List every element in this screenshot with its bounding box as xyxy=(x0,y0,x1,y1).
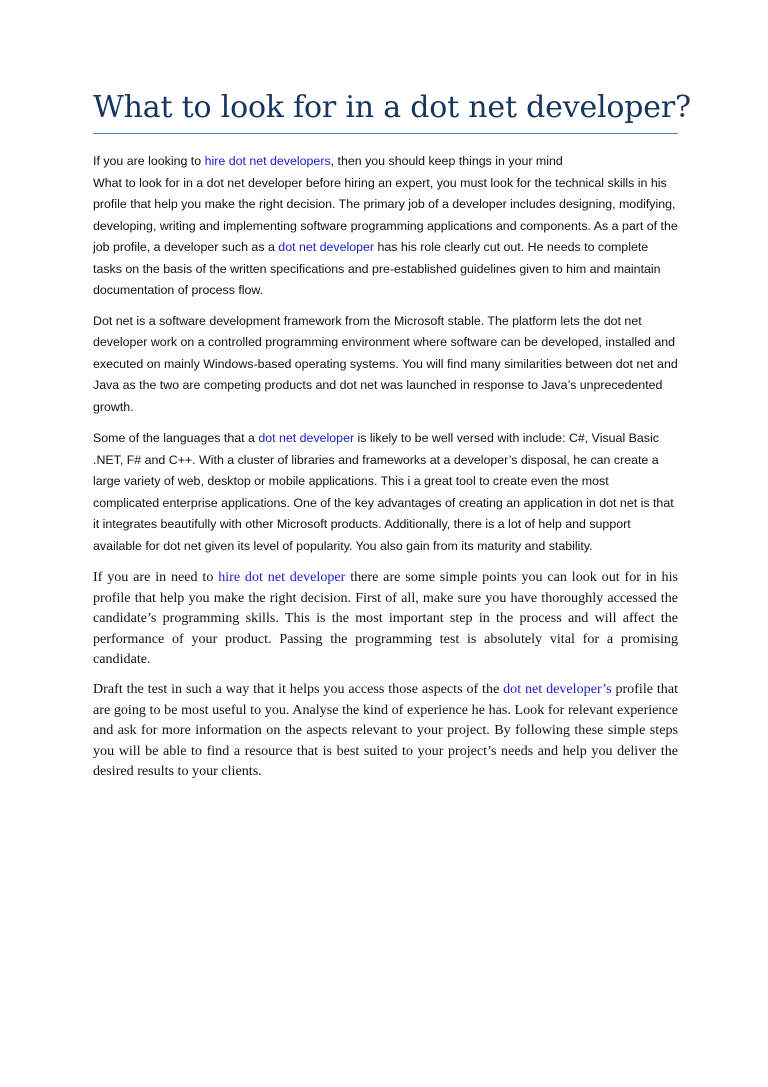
hire-dot-net-developers-link[interactable]: hire dot net developers xyxy=(204,154,331,168)
paragraph-text: there are some simple points you can look out for in his profile that help you make the right decision. First of all, make sure you have thoroughly accessed the candidate’s programming skills. This is the most important step in the process and will affect the performance of your product. Passing the programming test is absolutely vital for a promising candidate. xyxy=(93,569,678,668)
hire-dot-net-developer-link[interactable]: hire dot net developer xyxy=(218,569,346,585)
dot-net-developer-link[interactable]: dot net developer xyxy=(278,240,375,254)
paragraph-text: What to look for in a dot net developer before hiring an expert, you must look for the technical skills in his profile that help you make the right decision. The primary job of a developer includes designing, modifying, developing, writing and implementing software programming applications and components. As a part of the job profile, a developer such as a xyxy=(93,175,678,254)
paragraph-draft-test xyxy=(93,679,678,782)
page-title: What to look for in a dot net developer? xyxy=(93,90,691,125)
paragraph-text: If you are looking to xyxy=(93,154,205,168)
paragraph-text: , then you should keep things in your mind xyxy=(330,154,563,168)
paragraph-text: Dot net is a software development framework from the Microsoft stable. The platform lets the dot net developer work on a controlled programming environment where software can be developed, installed and executed on mainly Windows-based operating systems. You will find many similarities between dot net and Java as the two are competing products and dot net was launched in response to Java’s unprecedented growth. xyxy=(93,313,678,414)
paragraph-text: If you are in need to xyxy=(93,569,219,585)
title-underline xyxy=(93,133,678,134)
dot-net-developers-link[interactable]: dot net developer’s xyxy=(503,680,612,697)
paragraph-text: is likely to be well versed with include: C#, Visual Basic .NET, F# and C++. With a cluster of libraries and frameworks at a developer’s disposal, he can create a large variety of web, desktop or mobile applications. This i a great tool to create even the most complicated enterprise applications. One of the key advantages of creating an application in dot net is that it integrates beautifully with other Microsoft products. Additionally, there is a lot of help and support available for dot net given its level of popularity. You also gain from its maturity and stability. xyxy=(93,431,674,553)
paragraph-languages xyxy=(93,428,678,557)
paragraph-intro xyxy=(93,151,678,302)
paragraph-text: has his role clearly cut out. He needs to complete tasks on the basis of the written specifications and pre-established guidelines given to him and maintain documentation of process flow. xyxy=(93,240,661,297)
paragraph-text: Draft the test in such a way that it helps you access those aspects of the xyxy=(93,680,504,697)
paragraph-hiring-points xyxy=(93,567,678,670)
paragraph-text: profile that are going to be most useful to you. Analyse the kind of experience he has. Look for relevant experience and ask for more information on the aspects relevant to your project. By following these simple steps you will be able to find a resource that is best suited to your project’s needs and help you deliver the desired results to your clients. xyxy=(93,680,679,780)
document-body xyxy=(93,88,691,782)
paragraph-text: Some of the languages that a xyxy=(93,431,259,445)
dot-net-developer-link[interactable]: dot net developer xyxy=(258,431,355,445)
paragraph-framework xyxy=(93,311,678,419)
